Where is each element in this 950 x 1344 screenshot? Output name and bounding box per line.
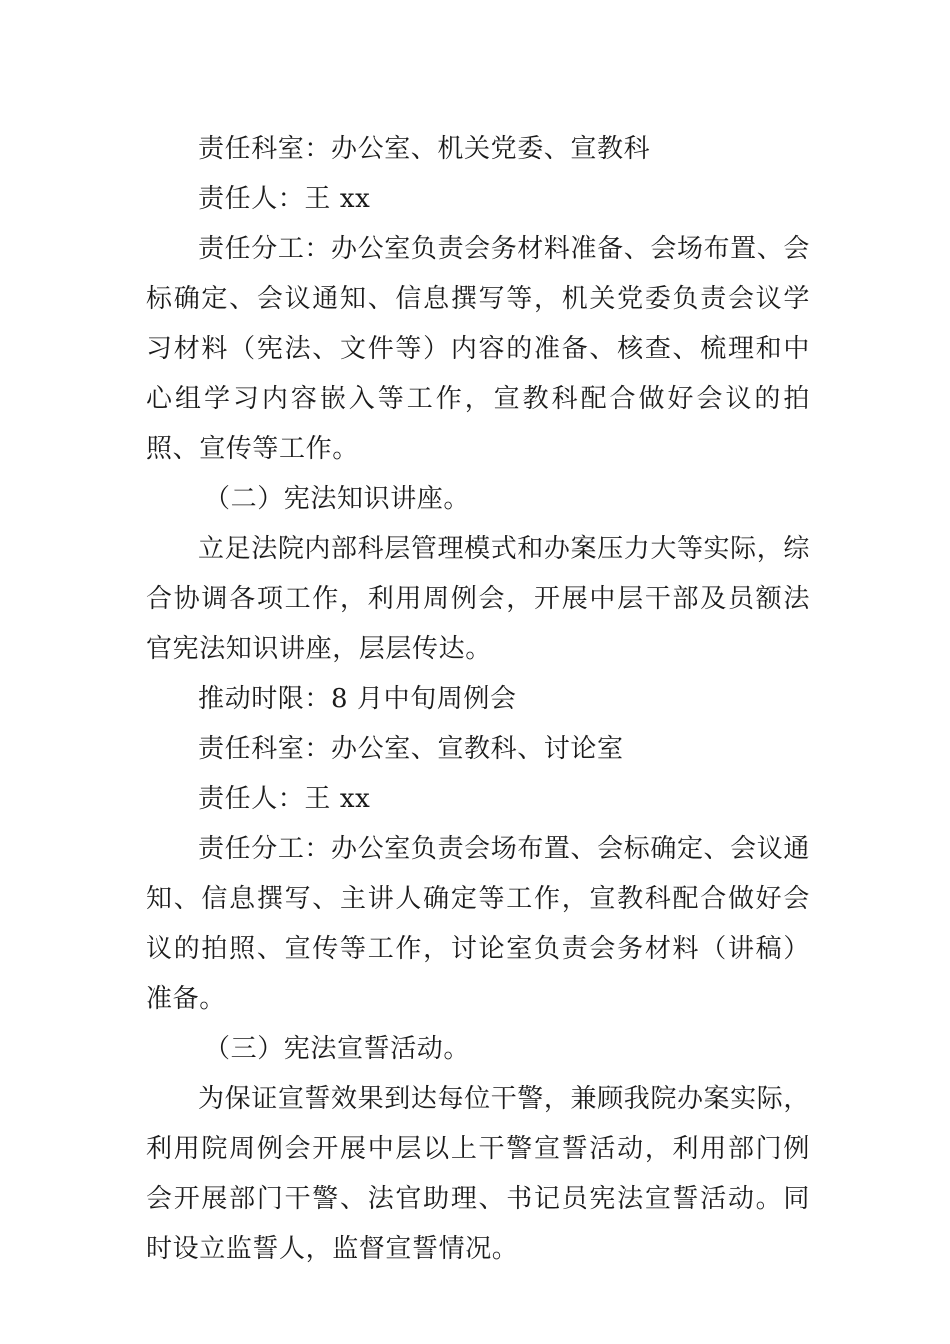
responsible-office-line: 责任科室：办公室、宣教科、讨论室: [198, 734, 624, 764]
division-of-labor-paragraph: 责任分工：办公室负责会场布置、会标确定、会议通知、信息撰写、主讲人确定等工作，宣教科配合做好会议的拍照、宣传等工作，讨论室负责会务材料（讲稿）准备。: [146, 834, 810, 1014]
document-body: [146, 124, 810, 1274]
section-heading-constitution-lecture: （二）宪法知识讲座。: [204, 484, 471, 514]
responsible-person-line: 责任人：王 xx: [198, 184, 371, 214]
section-heading-oath-activity: （三）宪法宣誓活动。: [204, 1034, 471, 1064]
responsible-office-line: 责任科室：办公室、机关党委、宣教科: [198, 134, 651, 164]
oath-description-paragraph: 为保证宣誓效果到达每位干警，兼顾我院办案实际，利用院周例会开展中层以上干警宣誓活动，利用部门例会开展部门干警、法官助理、书记员宪法宣誓活动。同时设立监誓人，监督宣誓情况。: [146, 1084, 810, 1264]
lecture-description-paragraph: 立足法院内部科层管理模式和办案压力大等实际，综合协调各项工作，利用周例会，开展中层干部及员额法官宪法知识讲座，层层传达。: [146, 534, 810, 664]
division-of-labor-paragraph: 责任分工：办公室负责会务材料准备、会场布置、会标确定、会议通知、信息撰写等，机关党委负责会议学习材料（宪法、文件等）内容的准备、核查、梳理和中心组学习内容嵌入等工作，宣教科配合做好会议的拍照、宣传等工作。: [146, 234, 810, 464]
responsible-person-line: 责任人：王 xx: [198, 784, 371, 814]
deadline-line: 推动时限：8 月中旬周例会: [198, 684, 517, 714]
